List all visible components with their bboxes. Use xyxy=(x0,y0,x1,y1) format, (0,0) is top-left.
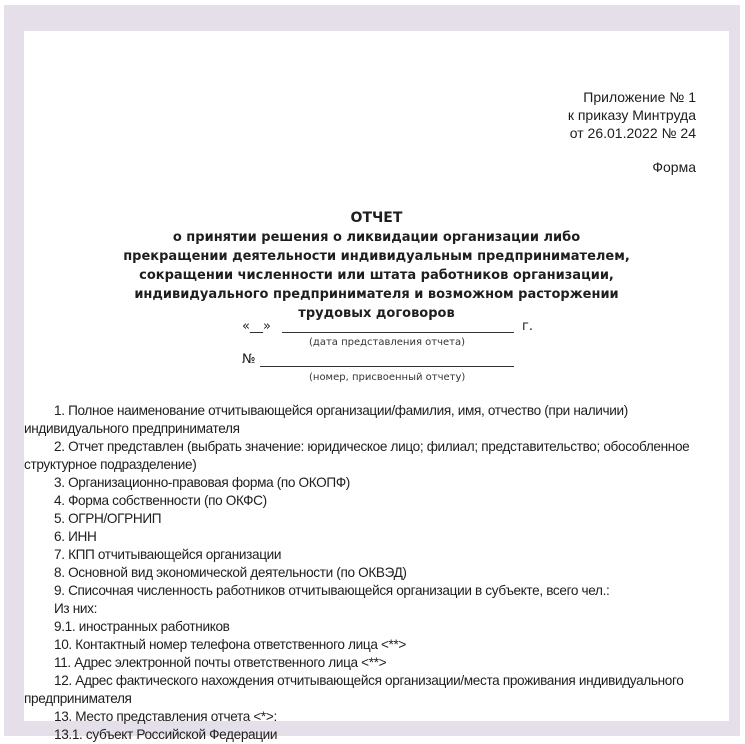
appendix-line-3: от 26.01.2022 № 24 xyxy=(569,125,696,141)
form-label: Форма xyxy=(652,159,696,175)
list-item: 5. ОГРН/ОГРНИП xyxy=(54,511,162,526)
date-blank-line[interactable] xyxy=(282,332,514,333)
list-item: 2. Отчет представлен (выбрать значение: юридическое лицо; филиал; представительство; обособленное структурное подразделение) xyxy=(24,439,690,472)
appendix-header xyxy=(568,88,696,142)
list-item: 6. ИНН xyxy=(54,529,97,544)
title-line: о принятии решения о ликвидации организации либо xyxy=(172,230,581,245)
page-frame xyxy=(4,5,740,742)
number-field xyxy=(242,352,542,368)
title-line: сокращении численности или штата работников организации, xyxy=(139,268,614,283)
list-item: 1. Полное наименование отчитывающейся организации/фамилия, имя, отчество (при наличии) индивидуального предпринимателя xyxy=(24,403,628,436)
document-body xyxy=(24,402,729,744)
list-item: 3. Организационно-правовая форма (по ОКОПФ) xyxy=(54,475,350,490)
list-item: 8. Основной вид экономической деятельности (по ОКВЭД) xyxy=(54,565,407,580)
list-item: 9. Списочная численность работников отчитывающейся организации в субъекте, всего чел.: xyxy=(54,583,610,598)
list-item: 13. Место представления отчета <*>: xyxy=(54,709,277,724)
list-item: 10. Контактный номер телефона ответственного лица <**> xyxy=(54,637,407,652)
document-title xyxy=(24,209,729,323)
title-line: прекращении деятельности индивидуальным предпринимателем, xyxy=(123,249,630,264)
list-item: 4. Форма собственности (по ОКФС) xyxy=(54,493,267,508)
date-year-suffix: г. xyxy=(522,319,533,334)
date-day-quote[interactable]: «__» xyxy=(242,319,271,334)
document-page xyxy=(24,31,729,742)
list-item: 11. Адрес электронной почты ответственного лица <**> xyxy=(54,655,387,670)
date-caption: (дата представления отчета) xyxy=(309,337,466,348)
list-item: 13.1. субъект Российской Федерации xyxy=(54,727,278,742)
list-item: 12. Адрес фактического нахождения отчитывающейся организации/места проживания индивидуального предпринимателя xyxy=(24,673,684,706)
number-sign: № xyxy=(242,352,256,367)
number-caption: (номер, присвоенный отчету) xyxy=(309,372,466,383)
list-item: 7. КПП отчитывающейся организации xyxy=(54,547,282,562)
list-item: Из них: xyxy=(54,601,98,616)
list-item: 9.1. иностранных работников xyxy=(54,619,230,634)
appendix-line-1: Приложение № 1 xyxy=(583,89,696,105)
title-main: ОТЧЕТ xyxy=(350,210,403,226)
title-line: трудовых договоров xyxy=(298,306,455,321)
number-blank-line[interactable] xyxy=(260,366,514,367)
title-line: индивидуального предпринимателя и возможном расторжении xyxy=(134,287,619,302)
appendix-line-2: к приказу Минтруда xyxy=(567,107,696,123)
date-field xyxy=(242,319,552,335)
